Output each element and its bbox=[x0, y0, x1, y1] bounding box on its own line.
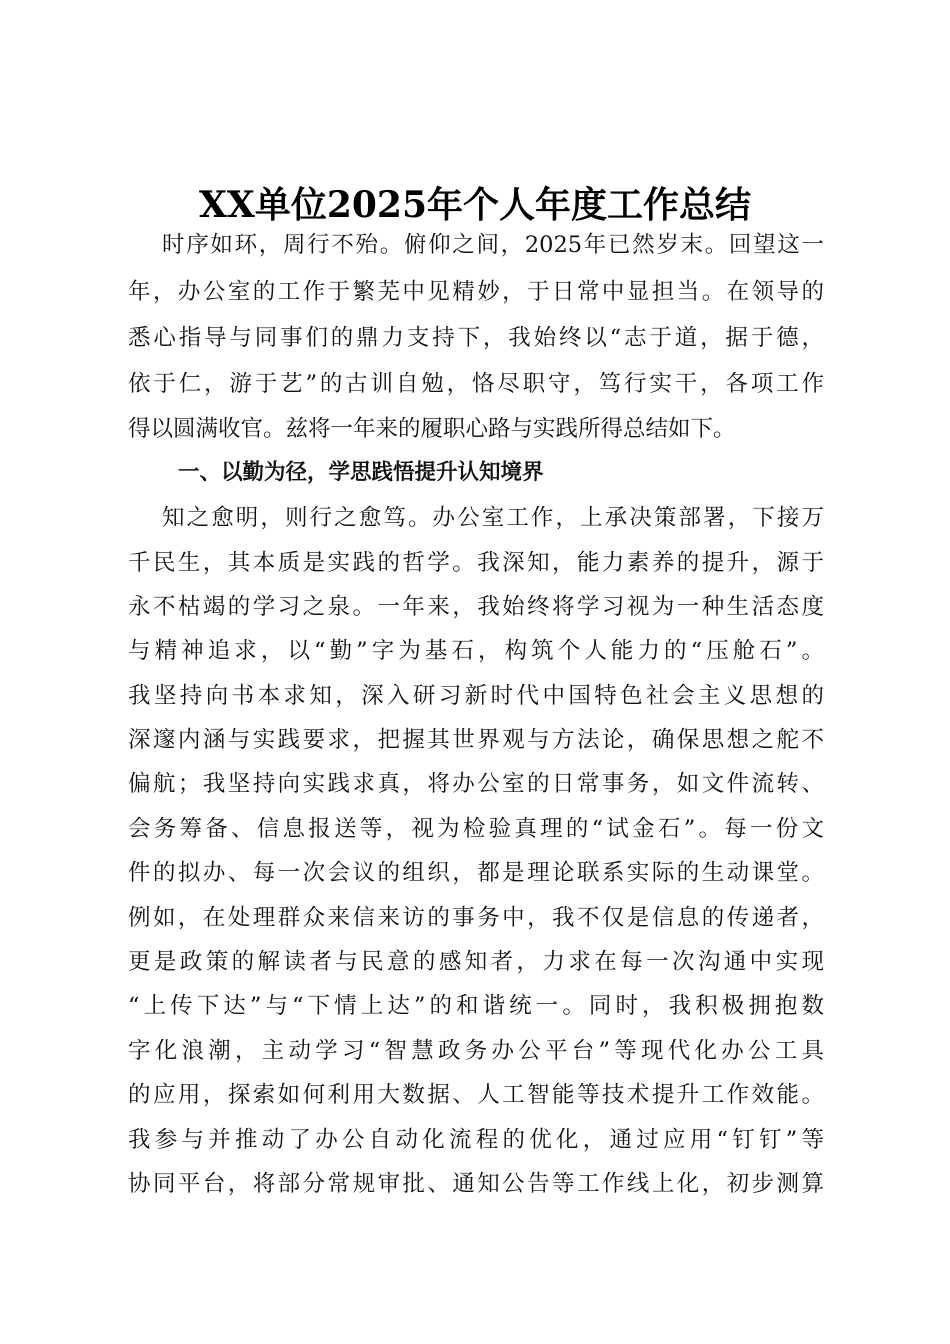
section1-line-12: “上传下达”与“下情上达”的和谐统一。同时，我积极拥抱数 bbox=[128, 993, 824, 1019]
section1-line-4: 与精神追求，以“勤”字为基石，构筑个人能力的“压舱石”。 bbox=[128, 638, 824, 664]
section1-line-1: 知之愈明，则行之愈笃。办公室工作，上承决策部署，下接万 bbox=[162, 505, 824, 531]
section1-line-3: 永不枯竭的学习之泉。一年来，我始终将学习视为一种生活态度 bbox=[128, 594, 824, 620]
intro-line-4: 依于仁，游于艺”的古训自勉，恪尽职守，笃行实干，各项工作 bbox=[128, 371, 824, 397]
section1-line-15: 我参与并推动了办公自动化流程的优化，通过应用“钉钉”等 bbox=[128, 1127, 824, 1153]
section1-line-14: 的应用，探索如何利用大数据、人工智能等技术提升工作效能。 bbox=[128, 1082, 824, 1108]
section-heading-1: 一、以勤为径，学思践悟提升认知境界 bbox=[178, 460, 544, 485]
section1-line-6: 深邃内涵与实践要求，把握其世界观与方法论，确保思想之舵不 bbox=[128, 727, 824, 753]
section1-line-13: 字化浪潮，主动学习“智慧政务办公平台”等现代化办公工具 bbox=[128, 1038, 824, 1064]
section1-line-9: 件的拟办、每一次会议的组织，都是理论联系实际的生动课堂。 bbox=[128, 860, 824, 886]
document-title: XX单位2025年个人年度工作总结 bbox=[198, 184, 752, 226]
intro-line-2: 年，办公室的工作于繁芜中见精妙，于日常中显担当。在领导的 bbox=[128, 279, 824, 305]
intro-line-1: 时序如环，周行不殆。俯仰之间，2025年已然岁末。回望这一 bbox=[162, 232, 824, 258]
section1-line-16: 协同平台，将部分常规审批、通知公告等工作线上化，初步测算 bbox=[128, 1171, 824, 1197]
section1-line-8: 会务筹备、信息报送等，视为检验真理的“试金石”。每一份文 bbox=[128, 816, 824, 842]
section1-line-10: 例如，在处理群众来信来访的事务中，我不仅是信息的传递者， bbox=[128, 905, 824, 931]
intro-line-5: 得以圆满收官。兹将一年来的履职心路与实践所得总结如下。 bbox=[128, 416, 736, 442]
section1-line-7: 偏航；我坚持向实践求真，将办公室的日常事务，如文件流转、 bbox=[128, 771, 824, 797]
section1-line-2: 千民生，其本质是实践的哲学。我深知，能力素养的提升，源于 bbox=[128, 550, 824, 576]
section1-line-5: 我坚持向书本求知，深入研习新时代中国特色社会主义思想的 bbox=[128, 683, 824, 709]
section1-line-11: 更是政策的解读者与民意的感知者，力求在每一次沟通中实现 bbox=[128, 949, 824, 975]
intro-line-3: 悉心指导与同事们的鼎力支持下，我始终以“志于道，据于德， bbox=[128, 325, 824, 351]
